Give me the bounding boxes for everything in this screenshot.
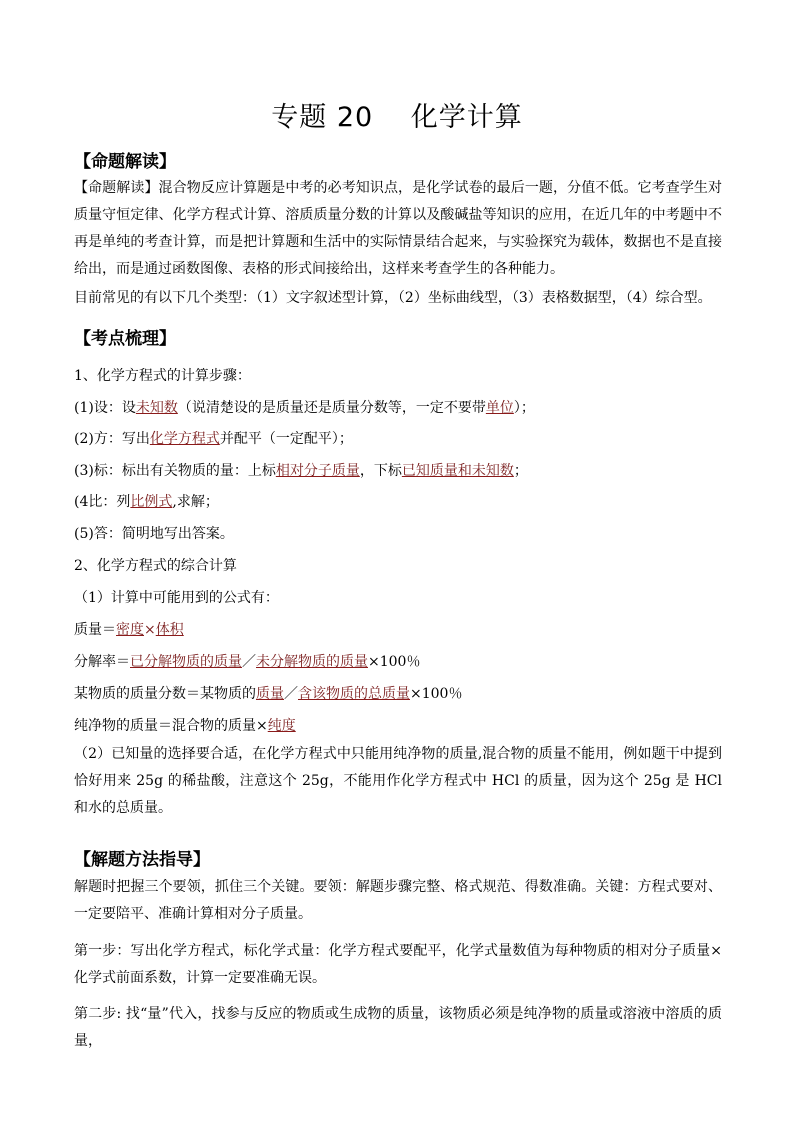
formula-decomposition-percent: ×100％	[368, 654, 421, 670]
intro-paragraph: 【命题解读】混合物反应计算题是中考的必考知识点，是化学试卷的最后一题，分值不低。它考查学生对质量守恒定律、化学方程式计算、溶质质量分数的计算以及酸碱盐等知识的应用，在近几年的中考题中不再是单纯的考查计算，而是把计算题和生活中的实际情景结合起来，与实验探究为载体，数据也不是直接给出，而是通过函数图像、表格的形式间接给出，这样来考查学生的各种能力。	[74, 180, 722, 277]
formula-mass-fraction-numerator: 质量	[256, 686, 284, 702]
step-3-text-2: ，下标	[359, 463, 402, 479]
step-2-text-2: 并配平（一定配平）；	[219, 431, 353, 447]
step-3-keyword-mass: 相对分子质量	[275, 463, 360, 479]
formula-mass	[74, 620, 184, 640]
comprehensive-heading: 2、化学方程式的综合计算	[74, 558, 237, 574]
method-paragraph-2: 第一步：写出化学方程式，标化学式量：化学方程式要配平，化学式量数值为每种物质的相对分子质量×化学式前面系数，计算一定要准确无误。	[74, 943, 722, 986]
step-1	[74, 398, 535, 418]
step-1-text-2: （说清楚设的是质量还是质量分数等，一定不要带	[177, 400, 486, 416]
formula-mass-fraction	[74, 684, 462, 704]
formula-mass-fraction-slash: ／	[284, 686, 298, 702]
formula-decomposition	[74, 652, 420, 672]
step-2-keyword-equation: 化学方程式	[149, 431, 220, 447]
step-3-text: (3)标：标出有关物质的量：上标	[74, 463, 276, 479]
steps-heading: 1、化学方程式的计算步骤：	[74, 368, 251, 384]
formula-mass-density: 密度	[116, 622, 144, 638]
formula-decomposition-numerator: 已分解物质的质量	[130, 654, 242, 670]
step-2-text: (2)方：写出	[74, 431, 150, 447]
types-paragraph: 目前常见的有以下几个类型：（1）文字叙述型计算，（2）坐标曲线型，（3）表格数据型，（4）综合型。	[74, 290, 712, 306]
section-heading-interpretation: 【命题解读】	[74, 152, 176, 172]
formula-mass-fraction-text: 某物质的质量分数＝某物质的	[74, 686, 256, 702]
step-4-text: (4比：列	[74, 494, 131, 510]
method-paragraph-1: 解题时把握三个要领，抓住三个关键。要领：解题步骤完整、格式规范、得数准确。关键：方程式要对、一定要陪平、准确计算相对分子质量。	[74, 879, 722, 922]
formula-decomposition-slash: ／	[242, 654, 256, 670]
method-paragraph-3: 第二步: 找“量”代入，找参与反应的物质或生成物的质量，该物质必须是纯净物的质量或溶液中溶质的质量，	[74, 1006, 722, 1049]
formula-mass-times: ×	[144, 622, 156, 638]
formula-mass-text: 质量＝	[74, 622, 116, 638]
step-3	[74, 461, 528, 481]
step-1-keyword-unit: 单位	[485, 400, 514, 416]
formula-purity	[74, 716, 296, 736]
formula-mass-fraction-denominator: 含该物质的总质量	[298, 686, 410, 702]
formula-purity-keyword: 纯度	[267, 718, 296, 734]
step-4-keyword-ratio: 比例式	[130, 494, 173, 510]
formula-decomposition-denominator: 未分解物质的质量	[256, 654, 368, 670]
step-2	[74, 429, 353, 449]
known-quantity-paragraph: （2）已知量的选择要合适，在化学方程式中只能用纯净物的质量,混合物的质量不能用，例如题干中提到恰好用来 25g 的稀盐酸，注意这个 25g，不能用作化学方程式中 HCl 的质量，因为这个 25g 是 HCl 和水的总质量。	[74, 746, 722, 816]
formula-mass-fraction-percent: ×100％	[410, 686, 463, 702]
step-1-text-3: ）；	[513, 400, 535, 416]
step-1-text: (1)设：设	[74, 400, 136, 416]
step-3-text-3: ；	[513, 463, 528, 479]
formulas-intro: （1）计算中可能用到的公式有：	[74, 590, 279, 606]
step-4	[74, 492, 219, 512]
section-heading-method: 【解题方法指导】	[74, 850, 210, 870]
formula-mass-volume: 体积	[155, 622, 184, 638]
step-3-keyword-known: 已知质量和未知数	[401, 463, 514, 479]
step-1-keyword-unknown: 未知数	[135, 400, 178, 416]
formula-decomposition-text: 分解率＝	[74, 654, 130, 670]
page-title: 专题 20 化学计算	[271, 102, 523, 133]
step-4-text-2: ,求解；	[172, 494, 219, 510]
formula-purity-text: 纯净物的质量＝混合物的质量×	[74, 718, 268, 734]
step-5: (5)答：简明地写出答案。	[74, 526, 234, 542]
section-heading-key-points: 【考点梳理】	[74, 329, 176, 349]
